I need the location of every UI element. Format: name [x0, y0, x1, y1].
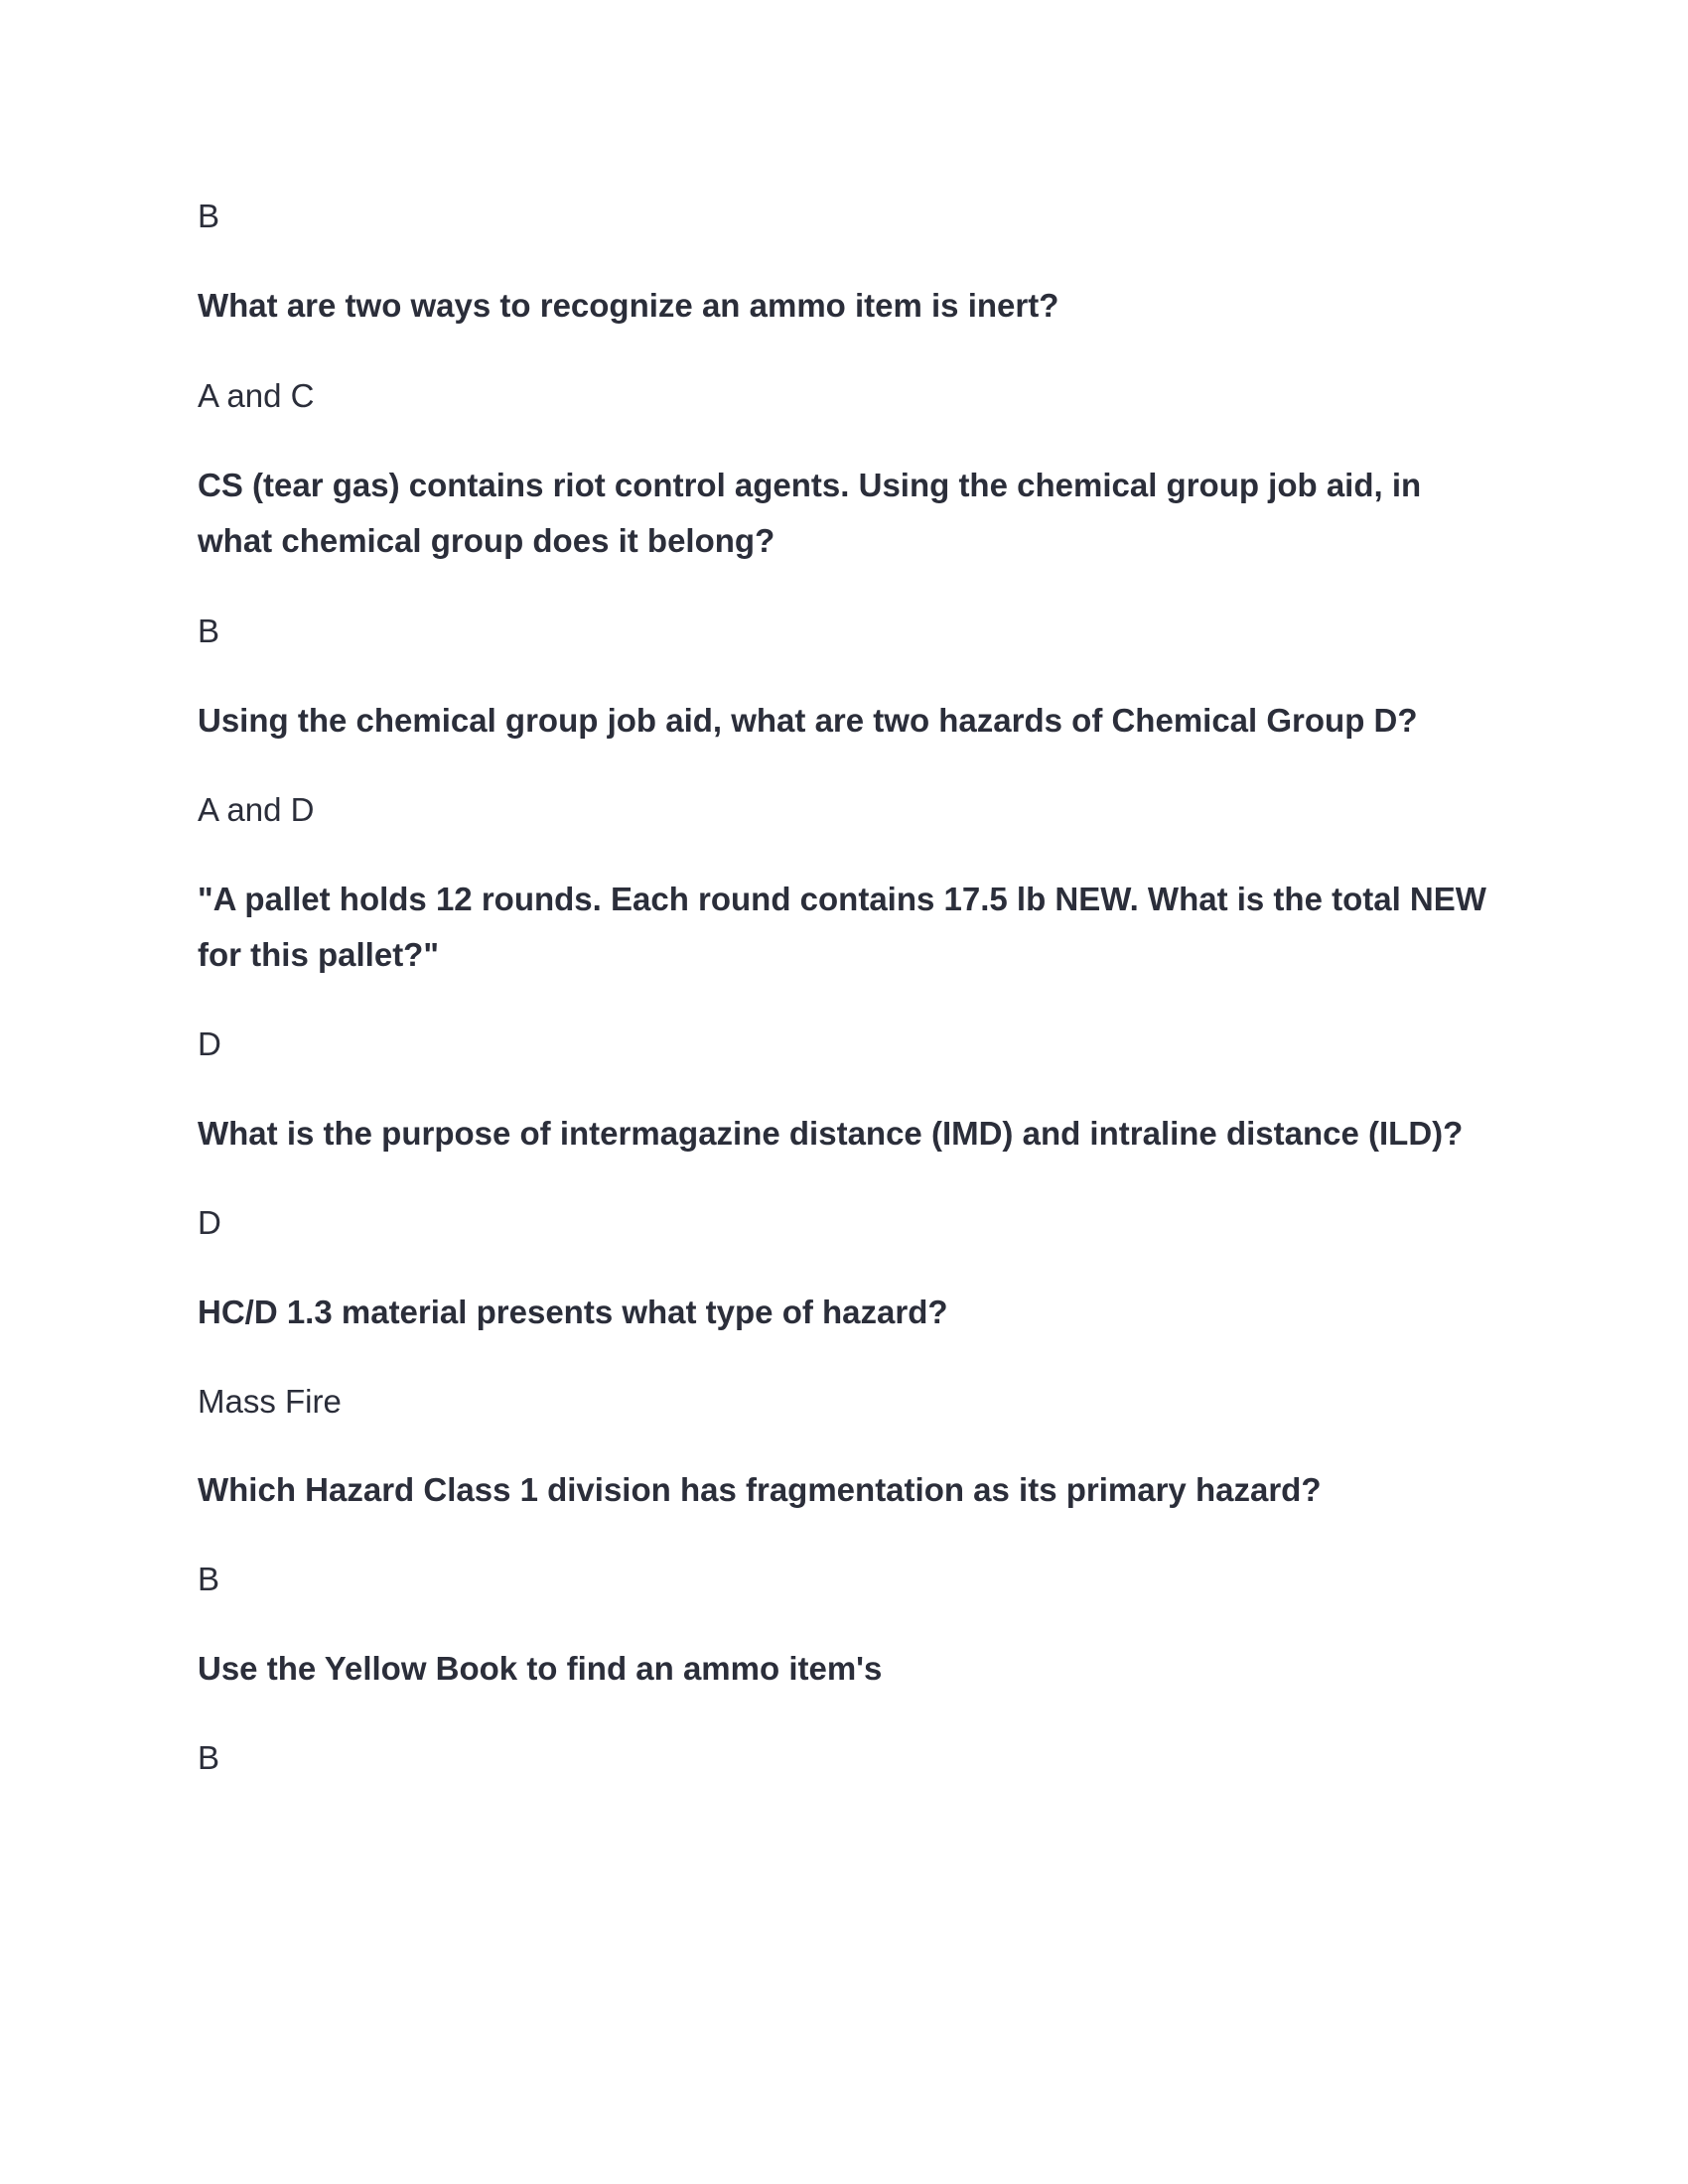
question-text: HC/D 1.3 material presents what type of hazard? [198, 1294, 948, 1330]
answer-text: B [198, 613, 220, 649]
answer-text: A and D [198, 791, 315, 828]
question-text: What is the purpose of intermagazine distance (IMD) and intraline distance (ILD)? [198, 1115, 1464, 1152]
question-text: "A pallet holds 12 rounds. Each round contains 17.5 lb NEW. What is the total NEW for this pallet?" [198, 881, 1486, 973]
question-text: Which Hazard Class 1 division has fragmentation as its primary hazard? [198, 1471, 1322, 1508]
answer-text: D [198, 1025, 221, 1062]
question-text: Using the chemical group job aid, what are two hazards of Chemical Group D? [198, 702, 1418, 739]
answer-text: B [198, 198, 220, 234]
answer-text: D [198, 1204, 221, 1241]
question-text: CS (tear gas) contains riot control agents. Using the chemical group job aid, in what chemical group does it belong? [198, 467, 1422, 559]
answer-text: A and C [198, 377, 315, 414]
question-text: Use the Yellow Book to find an ammo item's [198, 1650, 883, 1687]
answer-text: Mass Fire [198, 1383, 342, 1420]
question-text: What are two ways to recognize an ammo item is inert? [198, 287, 1059, 324]
answer-text: B [198, 1561, 220, 1597]
answer-text: B [198, 1739, 220, 1776]
